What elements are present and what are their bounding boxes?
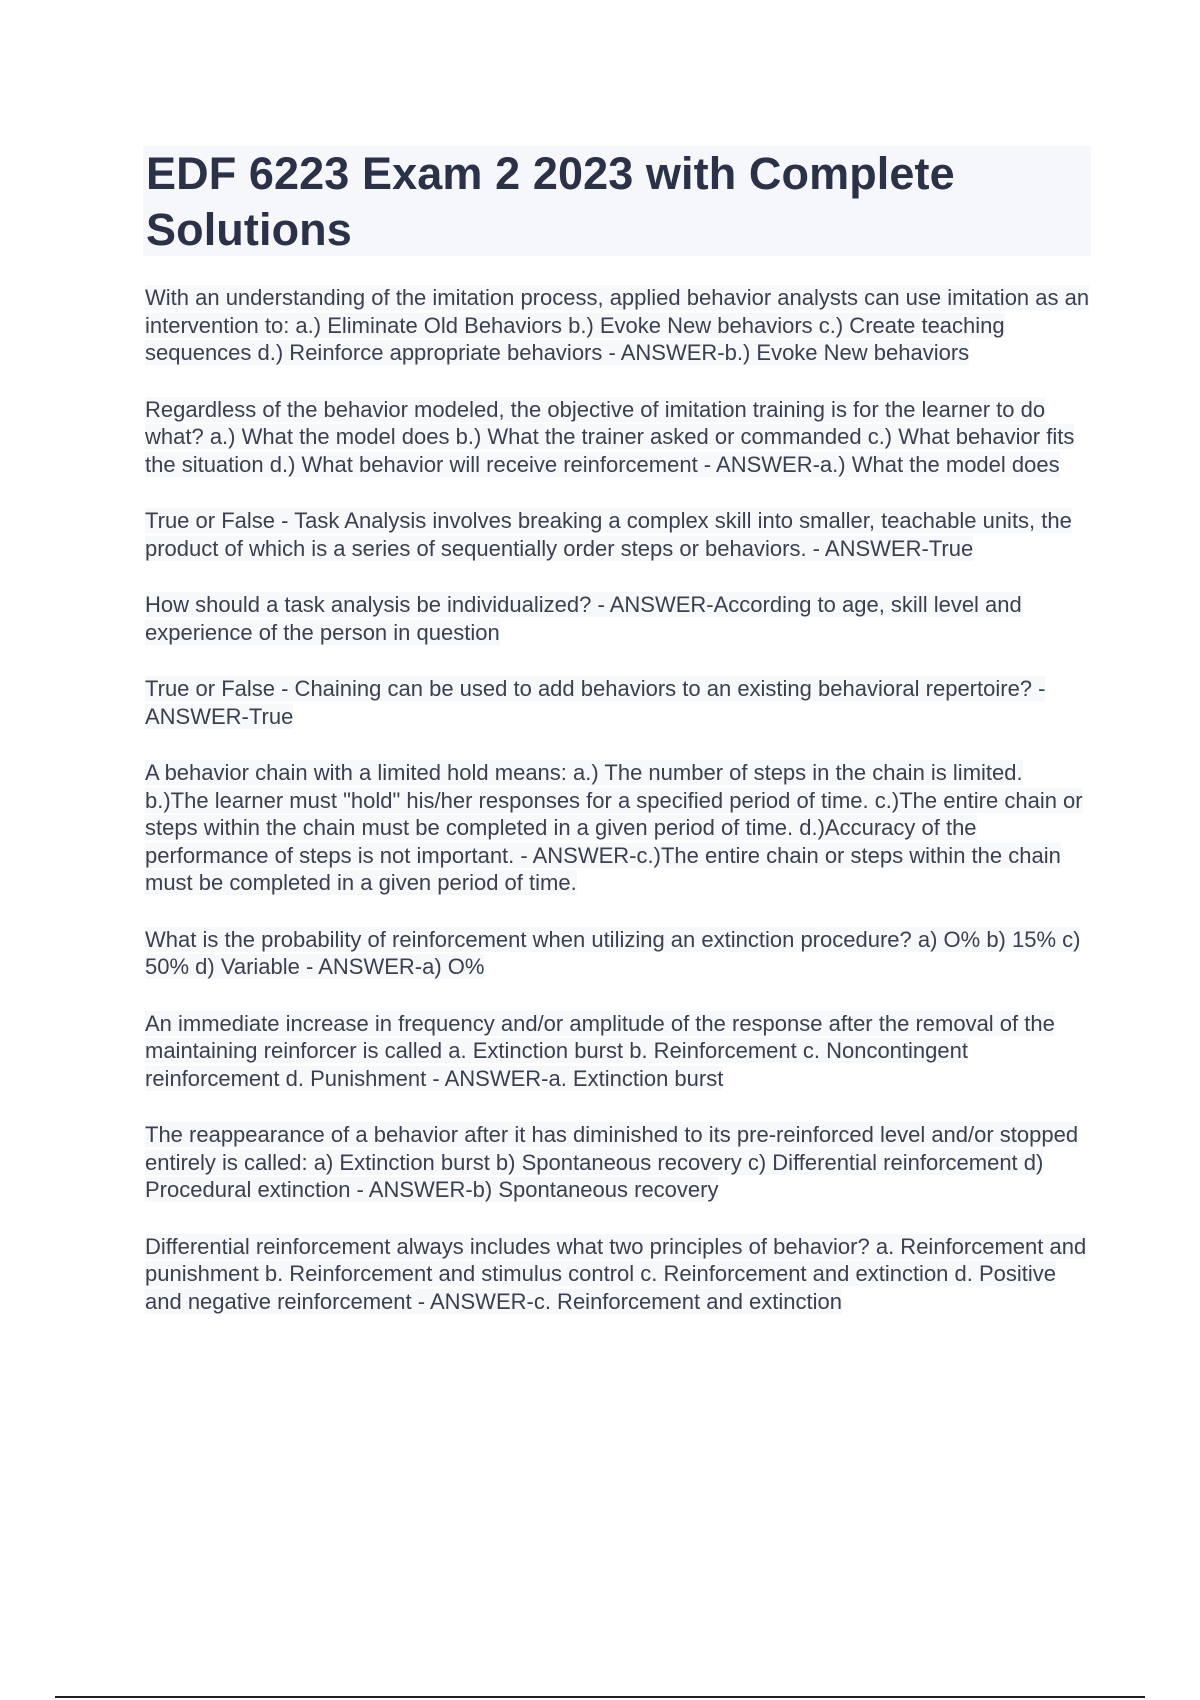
qa-item-7 [145, 926, 1090, 981]
qa-item-3 [145, 507, 1090, 562]
qa-text: An immediate increase in frequency and/or amplitude of the response after the removal of the maintaining reinforcer is called a. Extinction burst b. Reinforcement c. Noncontingent reinforcement d. Punishment - ANSWER-a. Extinction burst [145, 1010, 1055, 1091]
qa-text: A behavior chain with a limited hold means: a.) The number of steps in the chain is limited. b.)The learner must "hold" his/her responses for a specified period of time. c.)The entire chain or steps within the chain must be completed in a given period of time. d.)Accuracy of the performance of steps is not important. - ANSWER-c.)The entire chain or steps within the chain must be completed in a given period of time. [145, 760, 1083, 895]
qa-text: How should a task analysis be individualized? - ANSWER-According to age, skill level and experience of the person in question [145, 592, 1022, 645]
qa-text: With an understanding of the imitation process, applied behavior analysts can use imitation as an intervention to: a.) Eliminate Old Behaviors b.) Evoke New behaviors c.) Create teaching sequences d.) Reinforce appropriate behaviors - ANSWER-b.) Evoke New behaviors [145, 285, 1090, 365]
qa-text: The reappearance of a behavior after it has diminished to its pre-reinforced level and/or stopped entirely is called: a) Extinction burst b) Spontaneous recovery c) Differential reinforcement d) Procedural extinction - ANSWER-b) Spontaneous recovery [145, 1122, 1079, 1202]
footer-divider [55, 1696, 1145, 1698]
qa-item-1 [145, 284, 1090, 367]
qa-item-10 [145, 1233, 1090, 1316]
qa-item-2 [145, 396, 1090, 479]
qa-text: Regardless of the behavior modeled, the objective of imitation training is for the learner to do what? a.) What the model does b.) What the trainer asked or commanded c.) What behavior fits the situation d.) What behavior will receive reinforcement - ANSWER-a.) What the model does [145, 396, 1075, 477]
qa-text: True or False - Task Analysis involves breaking a complex skill into smaller, teachable units, the product of which is a series of sequentially order steps or behaviors. - ANSWER-True [145, 508, 1072, 561]
qa-item-5 [145, 675, 1090, 730]
qa-item-8 [145, 1010, 1090, 1093]
qa-text: What is the probability of reinforcement when utilizing an extinction procedure? a) O% b) 15% c) 50% d) Variable - ANSWER-a) O% [145, 926, 1081, 979]
qa-item-4 [145, 591, 1090, 646]
document-title: EDF 6223 Exam 2 2023 with Complete Solutions [146, 148, 955, 255]
qa-text: True or False - Chaining can be used to add behaviors to an existing behavioral repertoire? - ANSWER-True [145, 676, 1046, 729]
qa-item-9 [145, 1121, 1090, 1204]
title-block [143, 146, 1091, 256]
qa-item-6 [145, 759, 1090, 897]
qa-text: Differential reinforcement always includes what two principles of behavior? a. Reinforcement and punishment b. Reinforcement and stimulus control c. Reinforcement and extinction d. Positive and negative reinforcement - ANSWER-c. Reinforcement and extinction [145, 1233, 1087, 1314]
qa-list [145, 284, 1090, 1344]
